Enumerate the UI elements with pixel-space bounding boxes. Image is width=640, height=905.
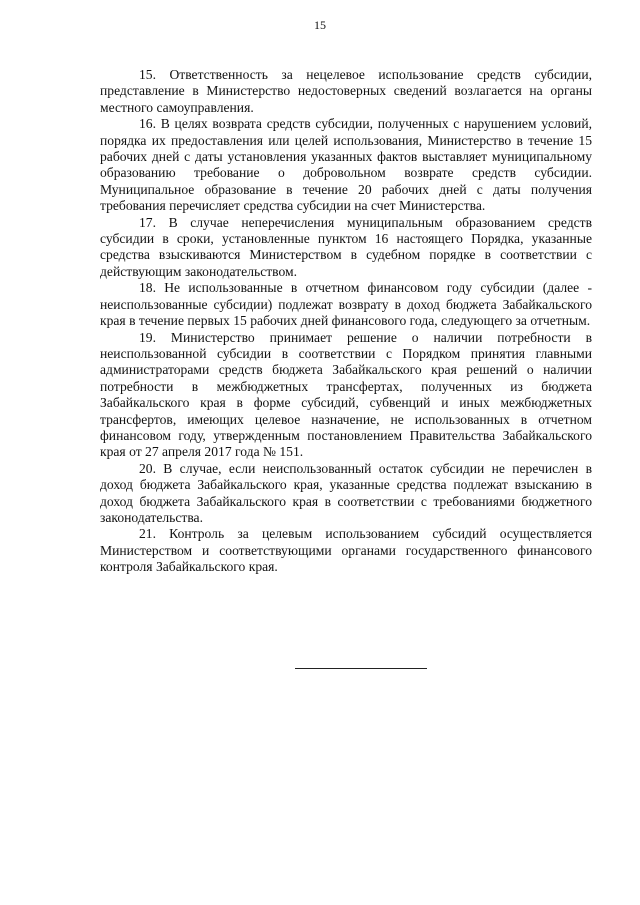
paragraph-15: 15. Ответственность за нецелевое использование средств субсидии, представление в Министерство недостоверных сведений возлагается на органы местного самоуправления. [100, 67, 592, 115]
paragraph-20: 20. В случае, если неиспользованный остаток субсидии не перечислен в доход бюджета Забайкальского края, указанные средства подлежат взысканию в доход бюджета Забайкальского края в соответствии с требованиями бюджетного законодательства. [100, 460, 592, 525]
page-number: 15 [314, 18, 326, 32]
paragraph-19: 19. Министерство принимает решение о наличии потребности в неиспользованной субсидии в соответствии с Порядком принятия главными администраторами средств бюджета Забайкальского края решений о наличии потребности в межбюджетных трансфертах, полученных из бюджета Забайкальского края в форме субсидий, субвенций и иных межбюджетных трансфертов, имеющих целевое назначение, не использованных в отчетном финансовом году, утвержденным постановлением Правительства Забайкальского края от 27 апреля 2017 года № 151. [100, 329, 592, 460]
paragraph-17: 17. В случае неперечисления муниципальным образованием средств субсидии в сроки, установленные пунктом 16 настоящего Порядка, указанные средства взыскиваются Министерством в судебном порядке в соответствии с действующим законодательством. [100, 214, 592, 279]
paragraph-18: 18. Не использованные в отчетном финансовом году субсидии (далее - неиспользованные субсидии) подлежат возврату в доход бюджета Забайкальского края в течение первых 15 рабочих дней финансового года, следующего за отчетным. [100, 280, 592, 329]
paragraph-16: 16. В целях возврата средств субсидии, полученных с нарушением условий, порядка их предоставления или целей использования, Министерство в течение 15 рабочих дней с даты установления указанных фактов выставляет муниципальному образованию требование о добровольном возврате средств субсидии. Муниципальное образование в течение 20 рабочих дней с даты получения требования перечисляет средства субсидии на счет Министерства. [100, 116, 592, 214]
paragraph-21: 21. Контроль за целевым использованием субсидий осуществляется Министерством и соответствующими органами государственного финансового контроля Забайкальского края. [100, 526, 592, 575]
end-separator-line [295, 668, 427, 669]
document-body [100, 67, 592, 576]
